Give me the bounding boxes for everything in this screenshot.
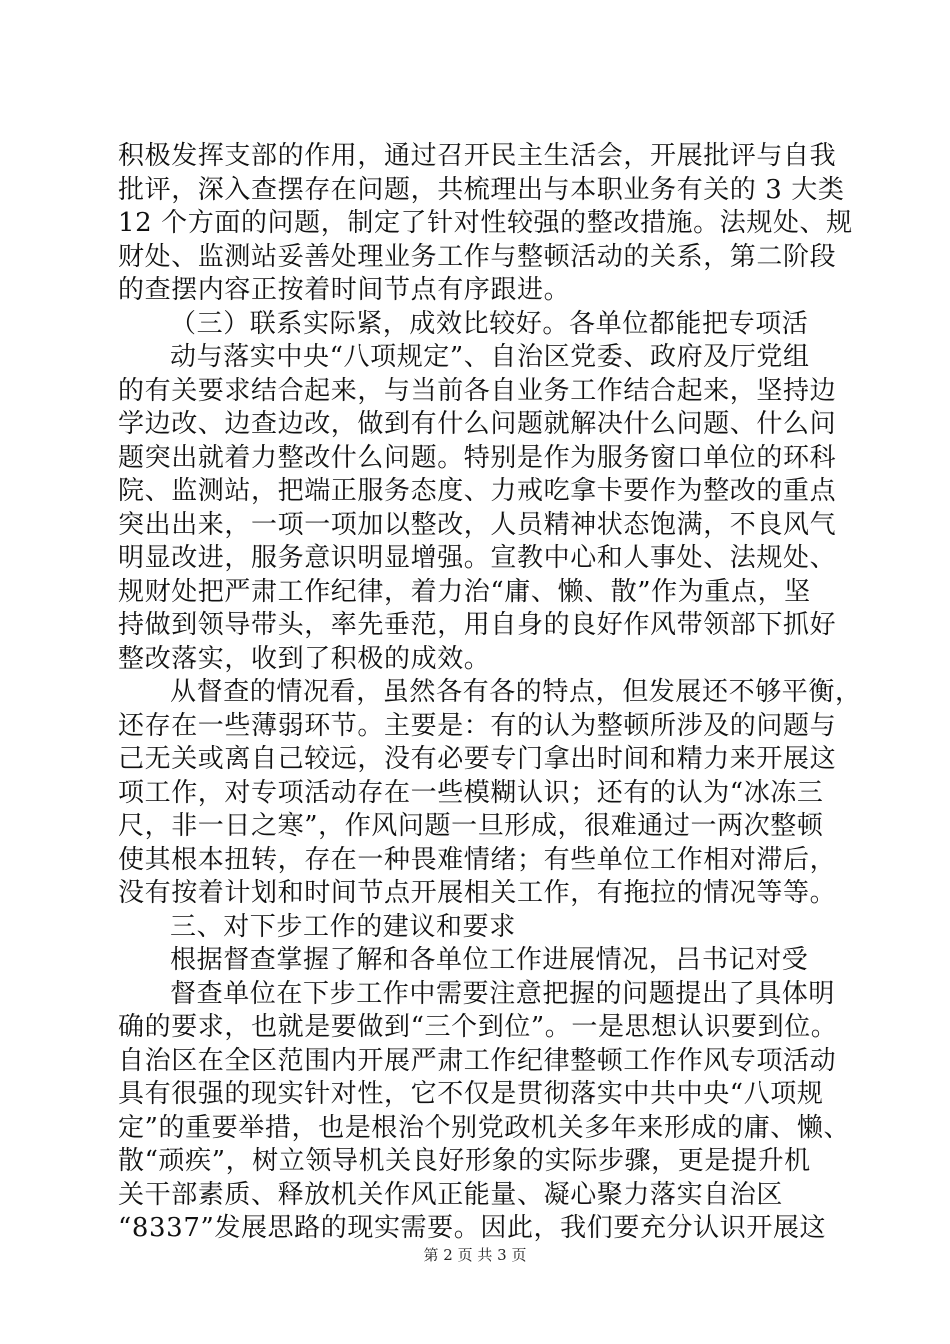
text-line: “8337”发展思路的现实需要。因此，我们要充分认识开展这 [118, 1213, 827, 1243]
text-line: 的查摆内容正按着时间节点有序跟进。 [118, 275, 571, 305]
text-line: 从督查的情况看，虽然各有各的特点，但发展还不够平衡， [170, 677, 862, 707]
text-line: 项工作，对专项活动存在一些模糊认识；还有的认为“冰冻三 [118, 777, 824, 808]
text-line: 定”的重要举措，也是根治个别党政机关多年来形成的庸、懒、 [118, 1112, 851, 1143]
text-line: 持做到领导带头，率先垂范，用自身的良好作风带领部下抓好 [118, 610, 837, 640]
text-line: 题突出就着力整改什么问题。特别是作为服务窗口单位的环科 [118, 442, 837, 473]
text-line: 具有很强的现实针对性，它不仅是贯彻落实中共中央“八项规 [118, 1079, 824, 1109]
text-line: 根据督查掌握了解和各单位工作进展情况，吕书记对受 [170, 945, 809, 975]
text-line: 还存在一些薄弱环节。主要是：有的认为整顿所涉及的问题与 [118, 710, 837, 741]
text-line: 关干部素质、释放机关作风正能量、凝心聚力落实自治区 [118, 1179, 784, 1210]
text-line: 尺，非一日之寒”，作风问题一旦形成，很难通过一两次整顿 [118, 811, 824, 841]
text-line: 明显改进，服务意识明显增强。宣教中心和人事处、法规处、 [118, 543, 837, 573]
text-line: 三、对下步工作的建议和要求 [170, 911, 516, 942]
text-line: 的有关要求结合起来，与当前各自业务工作结合起来，坚持边 [118, 375, 837, 406]
text-line: 院、监测站，把端正服务态度、力戒吃拿卡要作为整改的重点 [118, 476, 837, 506]
text-line: 突出出来，一项一项加以整改，人员精神状态饱满，不良风气 [118, 509, 837, 540]
page-footer: 第 2 页 共 3 页 [423, 1246, 527, 1264]
text-line: （三）联系实际紧，成效比较好。各单位都能把专项活 [170, 308, 809, 339]
text-line: 动与落实中央“八项规定”、自治区党委、政府及厅党组 [170, 342, 810, 372]
text-line: 确的要求，也就是要做到“三个到位”。一是思想认识要到位。 [118, 1012, 838, 1042]
text-line: 散“顽疾”，树立领导机关良好形象的实际步骤，更是提升机 [118, 1146, 811, 1176]
text-line: 财处、监测站妥善处理业务工作与整顿活动的关系，第二阶段 [118, 241, 837, 272]
text-line: 没有按着计划和时间节点开展相关工作，有拖拉的情况等等。 [118, 878, 837, 908]
text-line: 积极发挥支部的作用，通过召开民主生活会，开展批评与自我 [118, 141, 837, 171]
text-line: 学边改、边查边改，做到有什么问题就解决什么问题、什么问 [118, 409, 837, 439]
text-line: 己无关或离自己较远，没有必要专门拿出时间和精力来开展这 [118, 744, 837, 774]
text-line: 整改落实，收到了积极的成效。 [118, 643, 491, 674]
text-line: 督查单位在下步工作中需要注意把握的问题提出了具体明 [170, 978, 836, 1009]
text-line: 使其根本扭转，存在一种畏难情绪；有些单位工作相对滞后， [118, 844, 837, 875]
body-text [118, 140, 862, 1246]
text-line: 规财处把严肃工作纪律，着力治“庸、懒、散”作为重点，坚 [118, 576, 811, 607]
text-line: 自治区在全区范围内开展严肃工作纪律整顿工作作风专项活动 [118, 1045, 837, 1076]
text-line: 12 个方面的问题，制定了针对性较强的整改措施。法规处、规 [118, 208, 853, 238]
text-line: 批评，深入查摆存在问题，共梳理出与本职业务有关的 3 大类 [118, 174, 845, 205]
